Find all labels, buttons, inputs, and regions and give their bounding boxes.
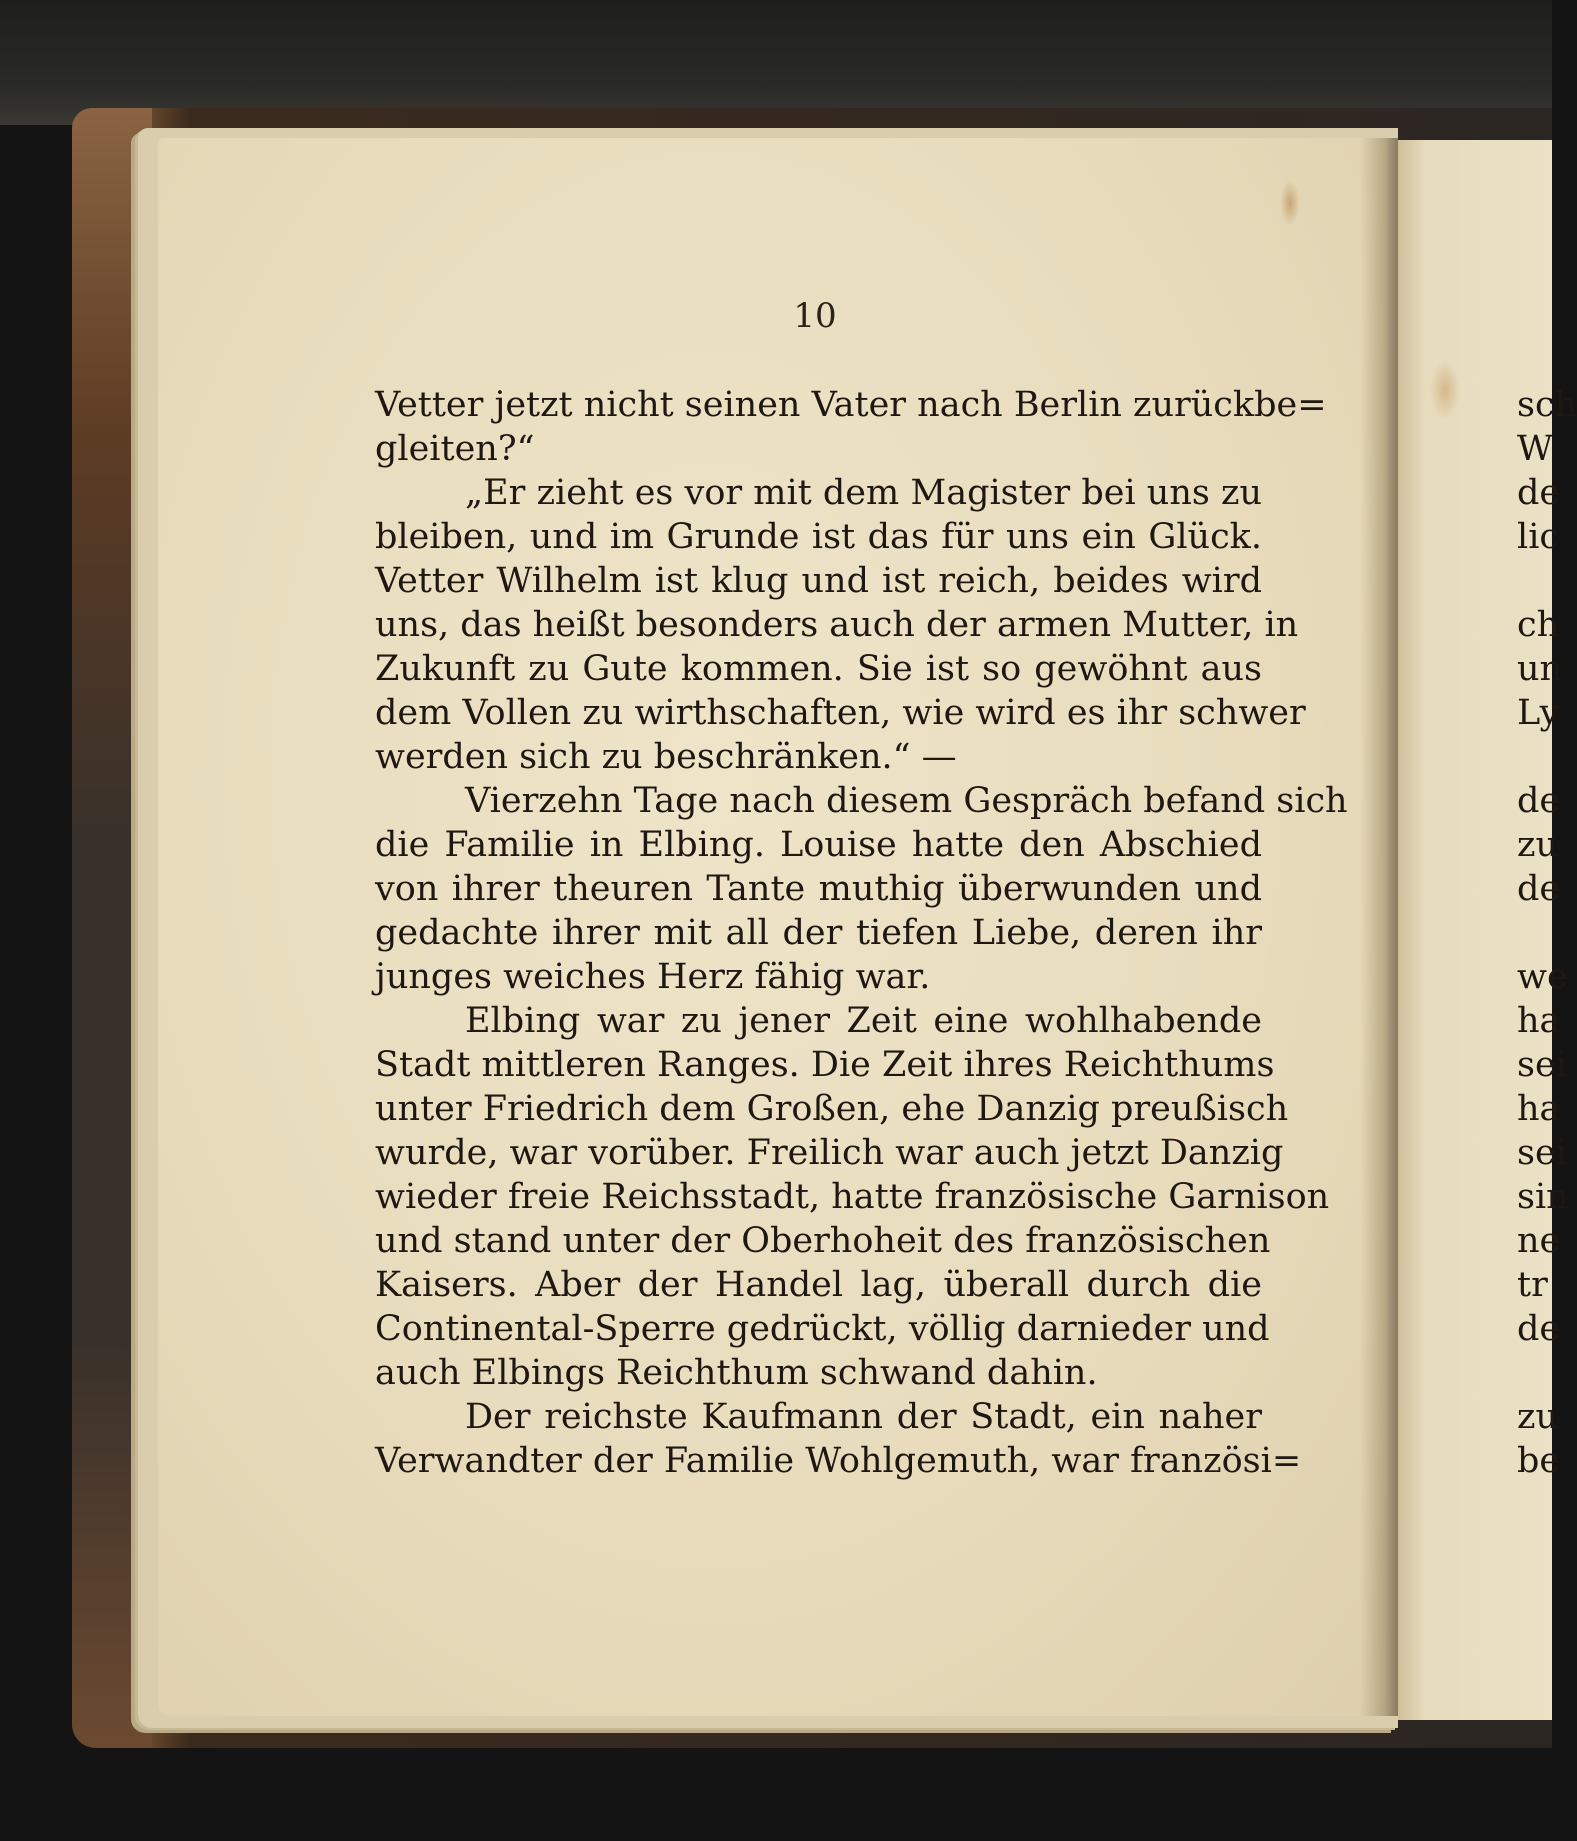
- right-page-fragment: zu: [1517, 825, 1558, 865]
- text-line: Elbing war zu jener Zeit eine wohlhabende: [465, 1001, 1262, 1041]
- right-page-fragment: Ly: [1517, 693, 1560, 733]
- text-line: unter Friedrich dem Großen, ehe Danzig preußisch: [375, 1089, 1289, 1129]
- right-page-fragment: we: [1517, 957, 1568, 997]
- text-line: „Er zieht es vor mit dem Magister bei uns zu: [465, 473, 1262, 513]
- right-page-fragment: ha: [1517, 1089, 1561, 1129]
- right-page-fragment: be: [1517, 1441, 1561, 1481]
- text-line: bleiben, und im Grunde ist das für uns ein Glück.: [375, 517, 1262, 557]
- right-page-fragment: de: [1517, 473, 1561, 513]
- text-line: Vetter Wilhelm ist klug und ist reich, beides wird: [375, 561, 1262, 601]
- text-line: von ihrer theuren Tante muthig überwunden und: [375, 869, 1262, 909]
- text-line: Vetter jetzt nicht seinen Vater nach Berlin zurückbe=: [375, 385, 1327, 425]
- paper-stain: [1280, 180, 1300, 226]
- text-line: Verwandter der Familie Wohlgemuth, war französi=: [375, 1441, 1302, 1481]
- right-page-fragment: ch: [1517, 605, 1560, 645]
- right-page-fragment: sin: [1517, 1177, 1569, 1217]
- text-line: wieder freie Reichsstadt, hatte französische Garnison: [375, 1177, 1330, 1217]
- paper-stain: [1430, 360, 1460, 420]
- text-line: gleiten?“: [375, 429, 535, 469]
- right-page-fragment: sei: [1517, 1133, 1567, 1173]
- text-line: werden sich zu beschränken.“ —: [375, 737, 957, 777]
- right-page-fragment: [1517, 559, 1552, 603]
- body-text: [375, 383, 1348, 1483]
- text-line: die Familie in Elbing. Louise hatte den Abschied: [375, 825, 1262, 865]
- text-line: und stand unter der Oberhoheit des französischen: [375, 1221, 1271, 1261]
- right-page-fragment: ne: [1517, 1221, 1561, 1261]
- right-page-fragment: W: [1517, 429, 1553, 469]
- right-page-fragment: tr: [1517, 1265, 1548, 1305]
- right-page-fragment: sch: [1517, 385, 1577, 425]
- right-page-fragment: de: [1517, 869, 1561, 909]
- right-page-fragment: un: [1517, 649, 1563, 689]
- text-line: Vierzehn Tage nach diesem Gespräch befand sich: [465, 781, 1348, 821]
- text-line: Stadt mittleren Ranges. Die Zeit ihres Reichthums: [375, 1045, 1275, 1085]
- text-line: auch Elbings Reichthum schwand dahin.: [375, 1353, 1098, 1393]
- right-page-fragment: [1517, 911, 1552, 955]
- text-line: dem Vollen zu wirthschaften, wie wird es ihr schwer: [375, 693, 1306, 733]
- right-page-fragment: sei: [1517, 1045, 1567, 1085]
- right-page-fragment: [1517, 1351, 1552, 1395]
- text-line: gedachte ihrer mit all der tiefen Liebe, deren ihr: [375, 913, 1262, 953]
- right-page-fragment: de: [1517, 1309, 1561, 1349]
- page-number: 10: [793, 296, 837, 336]
- text-line: wurde, war vorüber. Freilich war auch jetzt Danzig: [375, 1133, 1284, 1173]
- background-top: [0, 0, 1552, 125]
- text-line: Kaisers. Aber der Handel lag, überall durch die: [375, 1265, 1262, 1305]
- book-gutter: [1360, 138, 1400, 1716]
- right-page-fragment: ha: [1517, 1001, 1561, 1041]
- right-page-fragment: [1517, 735, 1552, 779]
- right-page-fragment: zu: [1517, 1397, 1558, 1437]
- right-page-fragment: de: [1517, 781, 1561, 821]
- text-line: junges weiches Herz fähig war.: [375, 957, 931, 997]
- right-page-fragment: lic: [1517, 517, 1559, 557]
- text-line: Zukunft zu Gute kommen. Sie ist so gewöhnt aus: [375, 649, 1262, 689]
- text-line: Continental-Sperre gedrückt, völlig darnieder und: [375, 1309, 1270, 1349]
- right-page-text-fragments: [1517, 383, 1577, 1483]
- text-line: Der reichste Kaufmann der Stadt, ein naher: [465, 1397, 1262, 1437]
- text-line: uns, das heißt besonders auch der armen Mutter, in: [375, 605, 1299, 645]
